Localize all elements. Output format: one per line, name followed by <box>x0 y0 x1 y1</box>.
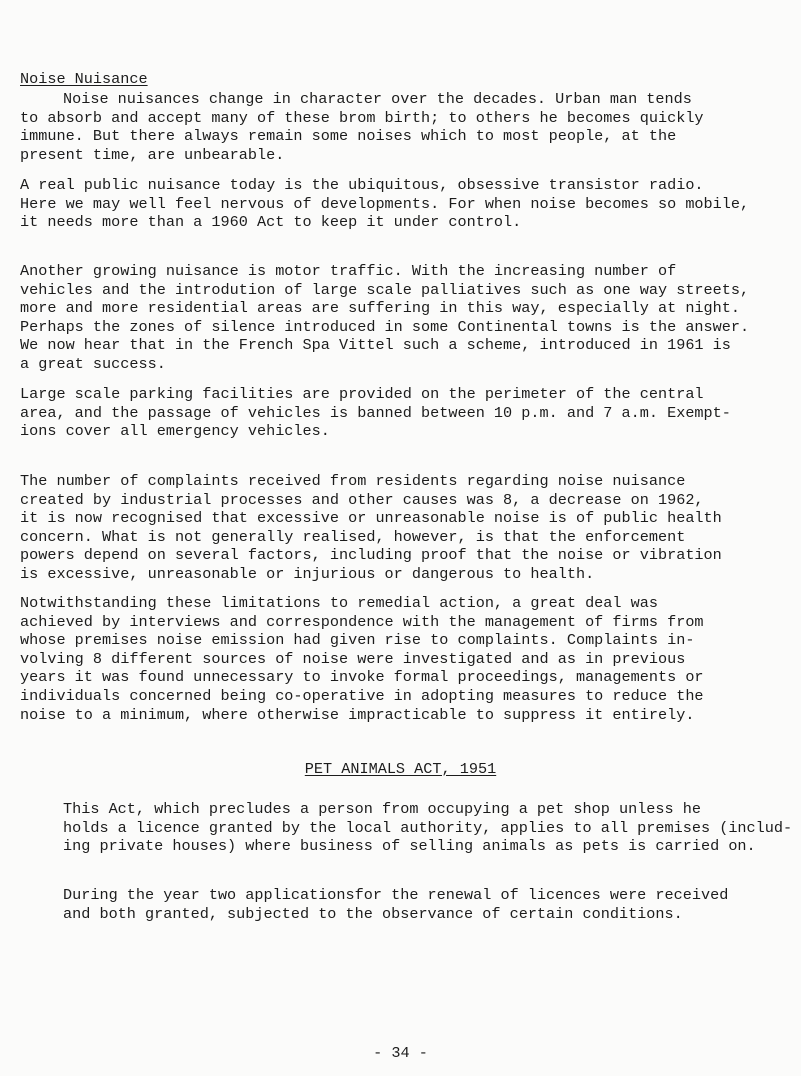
text-line: to absorb and accept many of these brom birth; to others he becomes quickly <box>20 108 704 127</box>
text-line: more and more residential areas are suffering in this way, especially at night. <box>20 299 741 318</box>
text-line: We now hear that in the French Spa Vittel such a scheme, introduced in 1961 is <box>20 336 731 355</box>
paragraph-2 <box>20 176 801 232</box>
text-line: is excessive, unreasonable or injurious or dangerous to health. <box>20 564 595 583</box>
text-line: During the year two applicationsfor the renewal of licences were received <box>63 886 729 904</box>
text-line: Another growing nuisance is motor traffic. With the increasing number of <box>20 262 677 280</box>
text-line: Large scale parking facilities are provided on the perimeter of the central <box>20 385 704 403</box>
text-line: Perhaps the zones of silence introduced in some Continental towns is the answer. <box>20 317 750 336</box>
text-line: whose premises noise emission had given rise to complaints. Complaints in- <box>20 631 695 650</box>
text-line: volving 8 different sources of noise were investigated and as in previous <box>20 649 686 668</box>
text-line: created by industrial processes and other causes was 8, a decrease on 1962, <box>20 490 704 509</box>
paragraph-8 <box>20 886 801 923</box>
text-line: noise to a minimum, where otherwise impracticable to suppress it entirely. <box>20 705 695 724</box>
text-line: a great success. <box>20 354 166 373</box>
text-line: Noise nuisances change in character over the decades. Urban man tends <box>63 90 692 108</box>
subheading: PET ANIMALS ACT, 1951 <box>304 760 497 778</box>
text-line: This Act, which precludes a person from occupying a pet shop unless he <box>63 800 701 818</box>
text-line: it needs more than a 1960 Act to keep it under control. <box>20 213 522 232</box>
paragraph-4 <box>20 385 801 441</box>
paragraph-1 <box>20 90 801 164</box>
text-line: achieved by interviews and correspondence with the management of firms from <box>20 612 704 631</box>
paragraph-7 <box>20 800 801 856</box>
page-number: - 34 - <box>373 1044 428 1062</box>
paragraph-5 <box>20 472 801 584</box>
text-line: ing private houses) where business of selling animals as pets is carried on. <box>63 837 756 856</box>
text-line: and both granted, subjected to the observance of certain conditions. <box>63 904 683 923</box>
text-line: immune. But there always remain some noises which to most people, at the <box>20 127 677 146</box>
text-line: Here we may well feel nervous of developments. For when noise becomes so mobile, <box>20 194 750 213</box>
text-line: A real public nuisance today is the ubiquitous, obsessive transistor radio. <box>20 176 704 194</box>
text-line: powers depend on several factors, including proof that the noise or vibration <box>20 546 722 565</box>
text-line: years it was found unnecessary to invoke formal proceedings, managements or <box>20 668 704 687</box>
text-line: it is now recognised that excessive or unreasonable noise is of public health <box>20 509 722 528</box>
text-line: The number of complaints received from residents regarding noise nuisance <box>20 472 686 490</box>
text-line: concern. What is not generally realised, however, is that the enforcement <box>20 527 686 546</box>
text-line: ions cover all emergency vehicles. <box>20 422 330 441</box>
paragraph-6 <box>20 594 801 724</box>
section-title: Noise Nuisance <box>20 70 148 88</box>
text-line: area, and the passage of vehicles is banned between 10 p.m. and 7 a.m. Exempt- <box>20 403 731 422</box>
text-line: present time, are unbearable. <box>20 145 285 164</box>
text-line: holds a licence granted by the local authority, applies to all premises (includ- <box>63 818 793 837</box>
text-line: vehicles and the introdution of large scale palliatives such as one way streets, <box>20 280 750 299</box>
text-line: individuals concerned being co-operative in adopting measures to reduce the <box>20 686 704 705</box>
paragraph-3 <box>20 262 801 374</box>
text-line: Notwithstanding these limitations to remedial action, a great deal was <box>20 594 658 612</box>
